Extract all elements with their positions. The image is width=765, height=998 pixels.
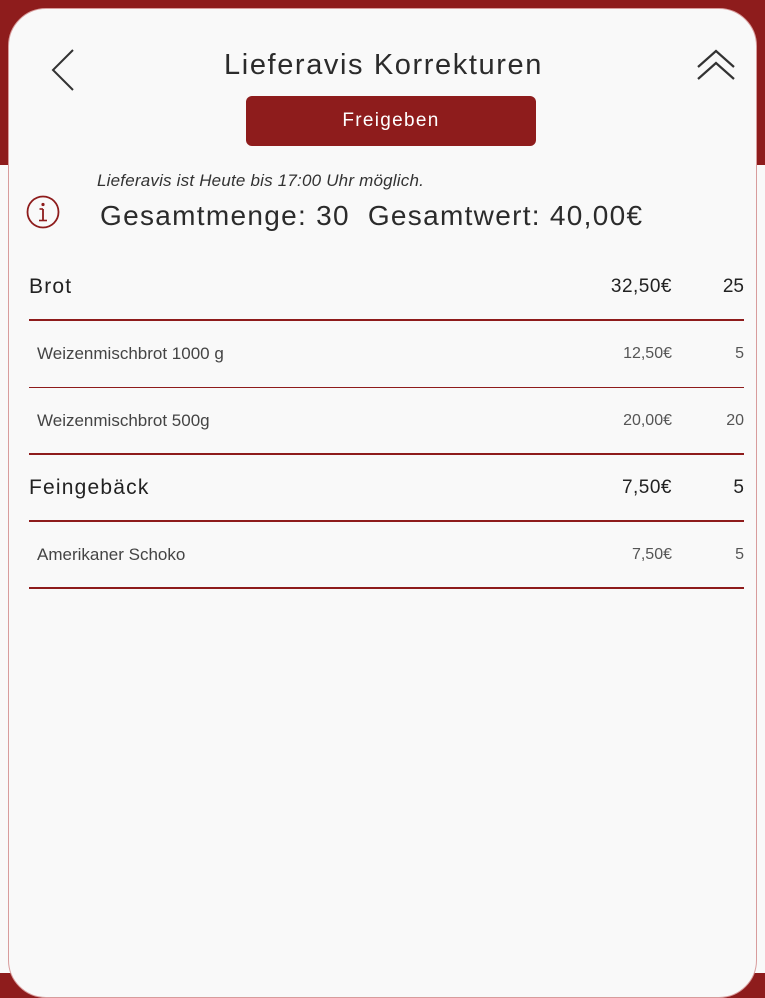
group-name: Feingebäck (29, 475, 150, 499)
release-button[interactable]: Freigeben (246, 96, 536, 146)
group-quantity: 25 (722, 275, 744, 297)
item-quantity: 5 (735, 545, 744, 563)
totals-summary (100, 200, 643, 232)
double-chevron-up-icon (693, 45, 739, 89)
item-name: Amerikaner Schoko (37, 544, 186, 564)
item-row[interactable] (29, 321, 744, 388)
group-row-feingebaeck[interactable] (29, 455, 744, 522)
item-row[interactable] (29, 388, 744, 455)
group-price: 32,50€ (610, 275, 672, 297)
group-quantity: 5 (733, 476, 744, 498)
info-circle-icon (26, 195, 60, 229)
total-value: Gesamtwert: 40,00€ (367, 200, 644, 231)
item-name: Weizenmischbrot 500g (37, 410, 210, 430)
delivery-list (29, 254, 744, 589)
item-price: 20,00€ (623, 411, 672, 429)
collapse-button[interactable] (693, 45, 739, 89)
item-row[interactable] (29, 522, 744, 589)
item-quantity: 20 (726, 411, 744, 429)
group-row-brot[interactable] (29, 254, 744, 321)
availability-notice: Lieferavis ist Heute bis 17:00 Uhr möglich. (97, 171, 425, 190)
page-title: Lieferavis Korrekturen (224, 49, 543, 81)
group-price: 7,50€ (621, 476, 672, 498)
main-card (8, 8, 757, 998)
item-name: Weizenmischbrot 1000 g (37, 344, 224, 363)
group-name: Brot (29, 274, 73, 298)
total-quantity: Gesamtmenge: 30 (100, 200, 350, 231)
item-price: 12,50€ (623, 345, 672, 362)
item-quantity: 5 (735, 345, 744, 362)
item-price: 7,50€ (631, 545, 672, 563)
